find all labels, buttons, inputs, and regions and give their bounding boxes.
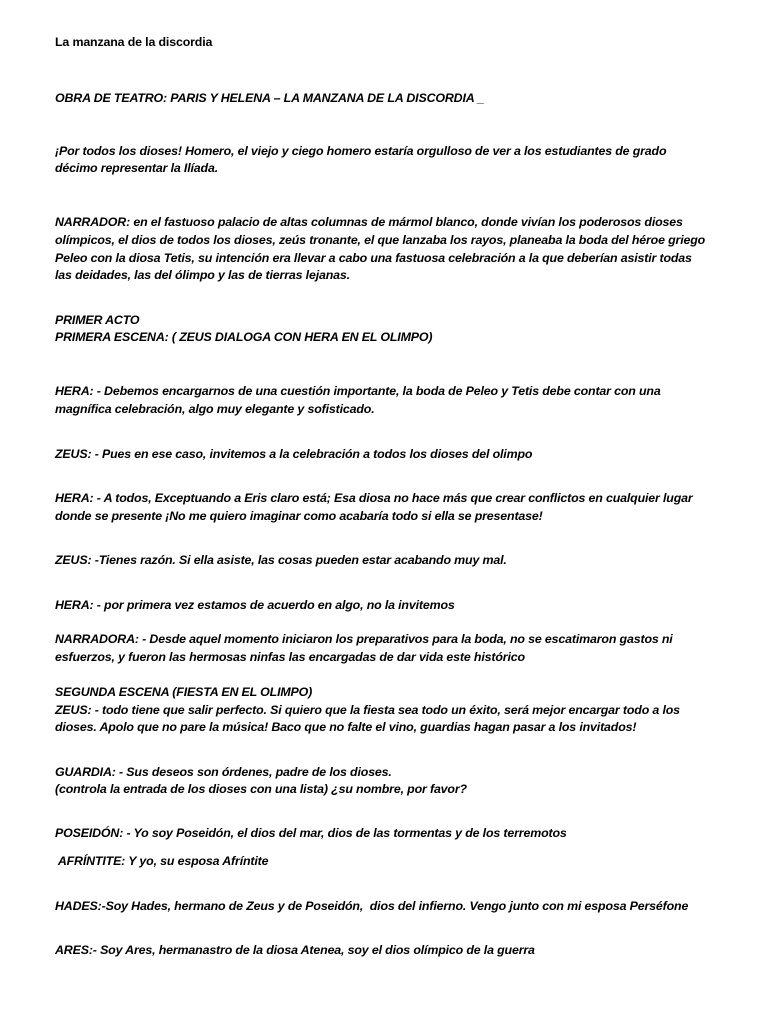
text-line: décimo representar la Ilíada.	[55, 161, 218, 175]
text-line: ZEUS: - todo tiene que salir perfecto. Si quiero que la fiesta sea todo un éxito, será mejor encargar todo a los	[55, 703, 680, 717]
text-line: HADES:-Soy Hades, hermano de Zeus y de Poseidón, dios del infierno. Vengo junto con mi esposa Perséfone	[55, 899, 689, 913]
text-line: Peleo con la diosa Tetis, su intención era llevar a cabo una fastuosa celebración a la que deberían asistir todas	[55, 251, 692, 265]
text-line: olímpicos, el dios de todos los dioses, zeús tronante, el que lanzaba los rayos, planeaba la boda del héroe griego	[55, 233, 706, 247]
text-line: HERA: - A todos, Exceptuando a Eris claro está; Esa diosa no hace más que crear conflictos en cualquier lugar	[55, 491, 693, 505]
text-line: magnífica celebración, algo muy elegante y sofisticado.	[55, 402, 375, 416]
document-title: La manzana de la discordia	[55, 35, 213, 49]
text-line: NARRADOR: en el fastuoso palacio de altas columnas de mármol blanco, donde vivían los poderosos dioses	[55, 215, 683, 229]
text-line: esfuerzos, y fueron las hermosas ninfas las encargadas de dar vida este histórico	[55, 650, 525, 664]
act-heading: PRIMER ACTO	[55, 313, 140, 327]
text-line: dioses. Apolo que no pare la música! Baco que no falte el vino, guardias hagan pasar a los invitados!	[55, 720, 637, 734]
text-line: donde se presente ¡No me quiero imaginar como acabaría todo si ella se presentase!	[55, 509, 543, 523]
text-line: ARES:- Soy Ares, hermanastro de la diosa Atenea, soy el dios olímpico de la guerra	[55, 943, 535, 957]
text-line: (controla la entrada de los dioses con una lista) ¿su nombre, por favor?	[55, 782, 467, 796]
scene-heading: SEGUNDA ESCENA (FIESTA EN EL OLIMPO)	[55, 685, 313, 699]
text-line: HERA: - por primera vez estamos de acuerdo en algo, no la invitemos	[55, 598, 455, 612]
text-line: ¡Por todos los dioses! Homero, el viejo y ciego homero estaría orgulloso de ver a los estudiantes de grado	[55, 144, 667, 158]
text-line: AFRÍNTITE: Y yo, su esposa Afríntite	[55, 854, 269, 868]
text-line: las deidades, las del ólimpo y las de tierras lejanas.	[55, 268, 350, 282]
text-line: POSEIDÓN: - Yo soy Poseidón, el dios del mar, dios de las tormentas y de los terremotos	[55, 826, 567, 840]
text-line: HERA: - Debemos encargarnos de una cuestión importante, la boda de Peleo y Tetis debe contar con una	[55, 384, 661, 398]
text-line: GUARDIA: - Sus deseos son órdenes, padre de los dioses.	[55, 765, 392, 779]
text-line: NARRADORA: - Desde aquel momento iniciaron los preparativos para la boda, no se escatimaron gastos ni	[55, 632, 673, 646]
play-heading: OBRA DE TEATRO: PARIS Y HELENA – LA MANZANA DE LA DISCORDIA _	[55, 91, 485, 105]
scene-heading: PRIMERA ESCENA: ( ZEUS DIALOGA CON HERA EN EL OLIMPO)	[55, 330, 433, 344]
text-line: ZEUS: -Tienes razón. Si ella asiste, las cosas pueden estar acabando muy mal.	[55, 553, 507, 567]
text-line: ZEUS: - Pues en ese caso, invitemos a la celebración a todos los dioses del olimpo	[55, 447, 533, 461]
